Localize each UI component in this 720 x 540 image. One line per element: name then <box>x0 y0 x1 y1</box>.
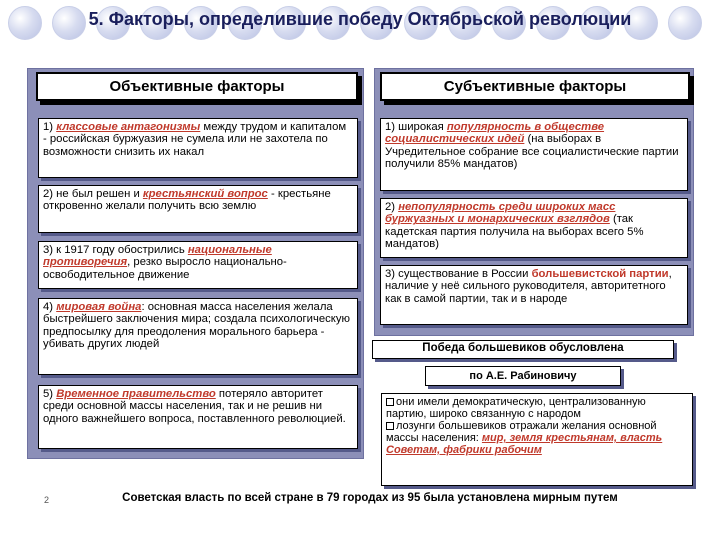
subjective-factor-1: 1) широкая популярность в обществе социалистических идей (на выборах в Учредительное собрание все социалистические партии получили 85% мандатов) <box>380 118 688 191</box>
checkbox-bullet-icon <box>386 422 394 430</box>
subjective-factors-header: Субъективные факторы <box>380 72 690 101</box>
objective-factor-5: 5) Временное правительство потеряло авторитет среди основной массы населения, так и не решив ни одного важнейшего вопроса, поставленного революцией. <box>38 385 358 449</box>
objective-factor-3: 3) к 1917 году обострились национальные противоречия, резко выросло национально-освободительное движение <box>38 241 358 289</box>
footer-note: Советская власть по всей стране в 79 городах из 95 была установлена мирным путем <box>122 492 618 504</box>
list-item: они имели демократическую, централизованную партию, широко связанную с народом <box>386 396 646 420</box>
victory-banner: Победа большевиков обусловлена <box>372 340 674 359</box>
page-number: 2 <box>44 495 50 505</box>
objective-factor-2: 2) не был решен и крестьянский вопрос - крестьяне откровенно желали получить всю землю <box>38 185 358 233</box>
objective-factors-header: Объективные факторы <box>36 72 358 101</box>
objective-factor-1: 1) классовые антагонизмы между трудом и капиталом - российская буржуазия не сумела или не захотела по возможности снизить их накал <box>38 118 358 178</box>
circle-decoration <box>668 6 702 40</box>
subjective-factor-3: 3) существование в России большевистской партии, наличие у неё сильного руководителя, авторитетного как в самой партии, так и в народе <box>380 265 688 325</box>
list-item: лозунги большевиков отражали желания основной массы населения: мир, земля крестьянам, власть Советам, фабрики рабочим <box>386 420 663 456</box>
page-title: 5. Факторы, определившие победу Октябрьской революции <box>88 9 632 29</box>
circle-decoration <box>8 6 42 40</box>
source-label: по А.Е. Рабиновичу <box>425 366 621 386</box>
victory-reasons-list <box>381 393 693 486</box>
subjective-factor-2: 2) непопулярность среди широких масс буржуазных и монархических взглядов (так кадетская партия получила на выборах всего 5% мандатов) <box>380 198 688 258</box>
checkbox-bullet-icon <box>386 398 394 406</box>
objective-factor-4: 4) мировая война: основная масса населения желала быстрейшего заключения мира; создала психологическую предпосылку для преодоления морального барьера - убивать других людей <box>38 298 358 375</box>
